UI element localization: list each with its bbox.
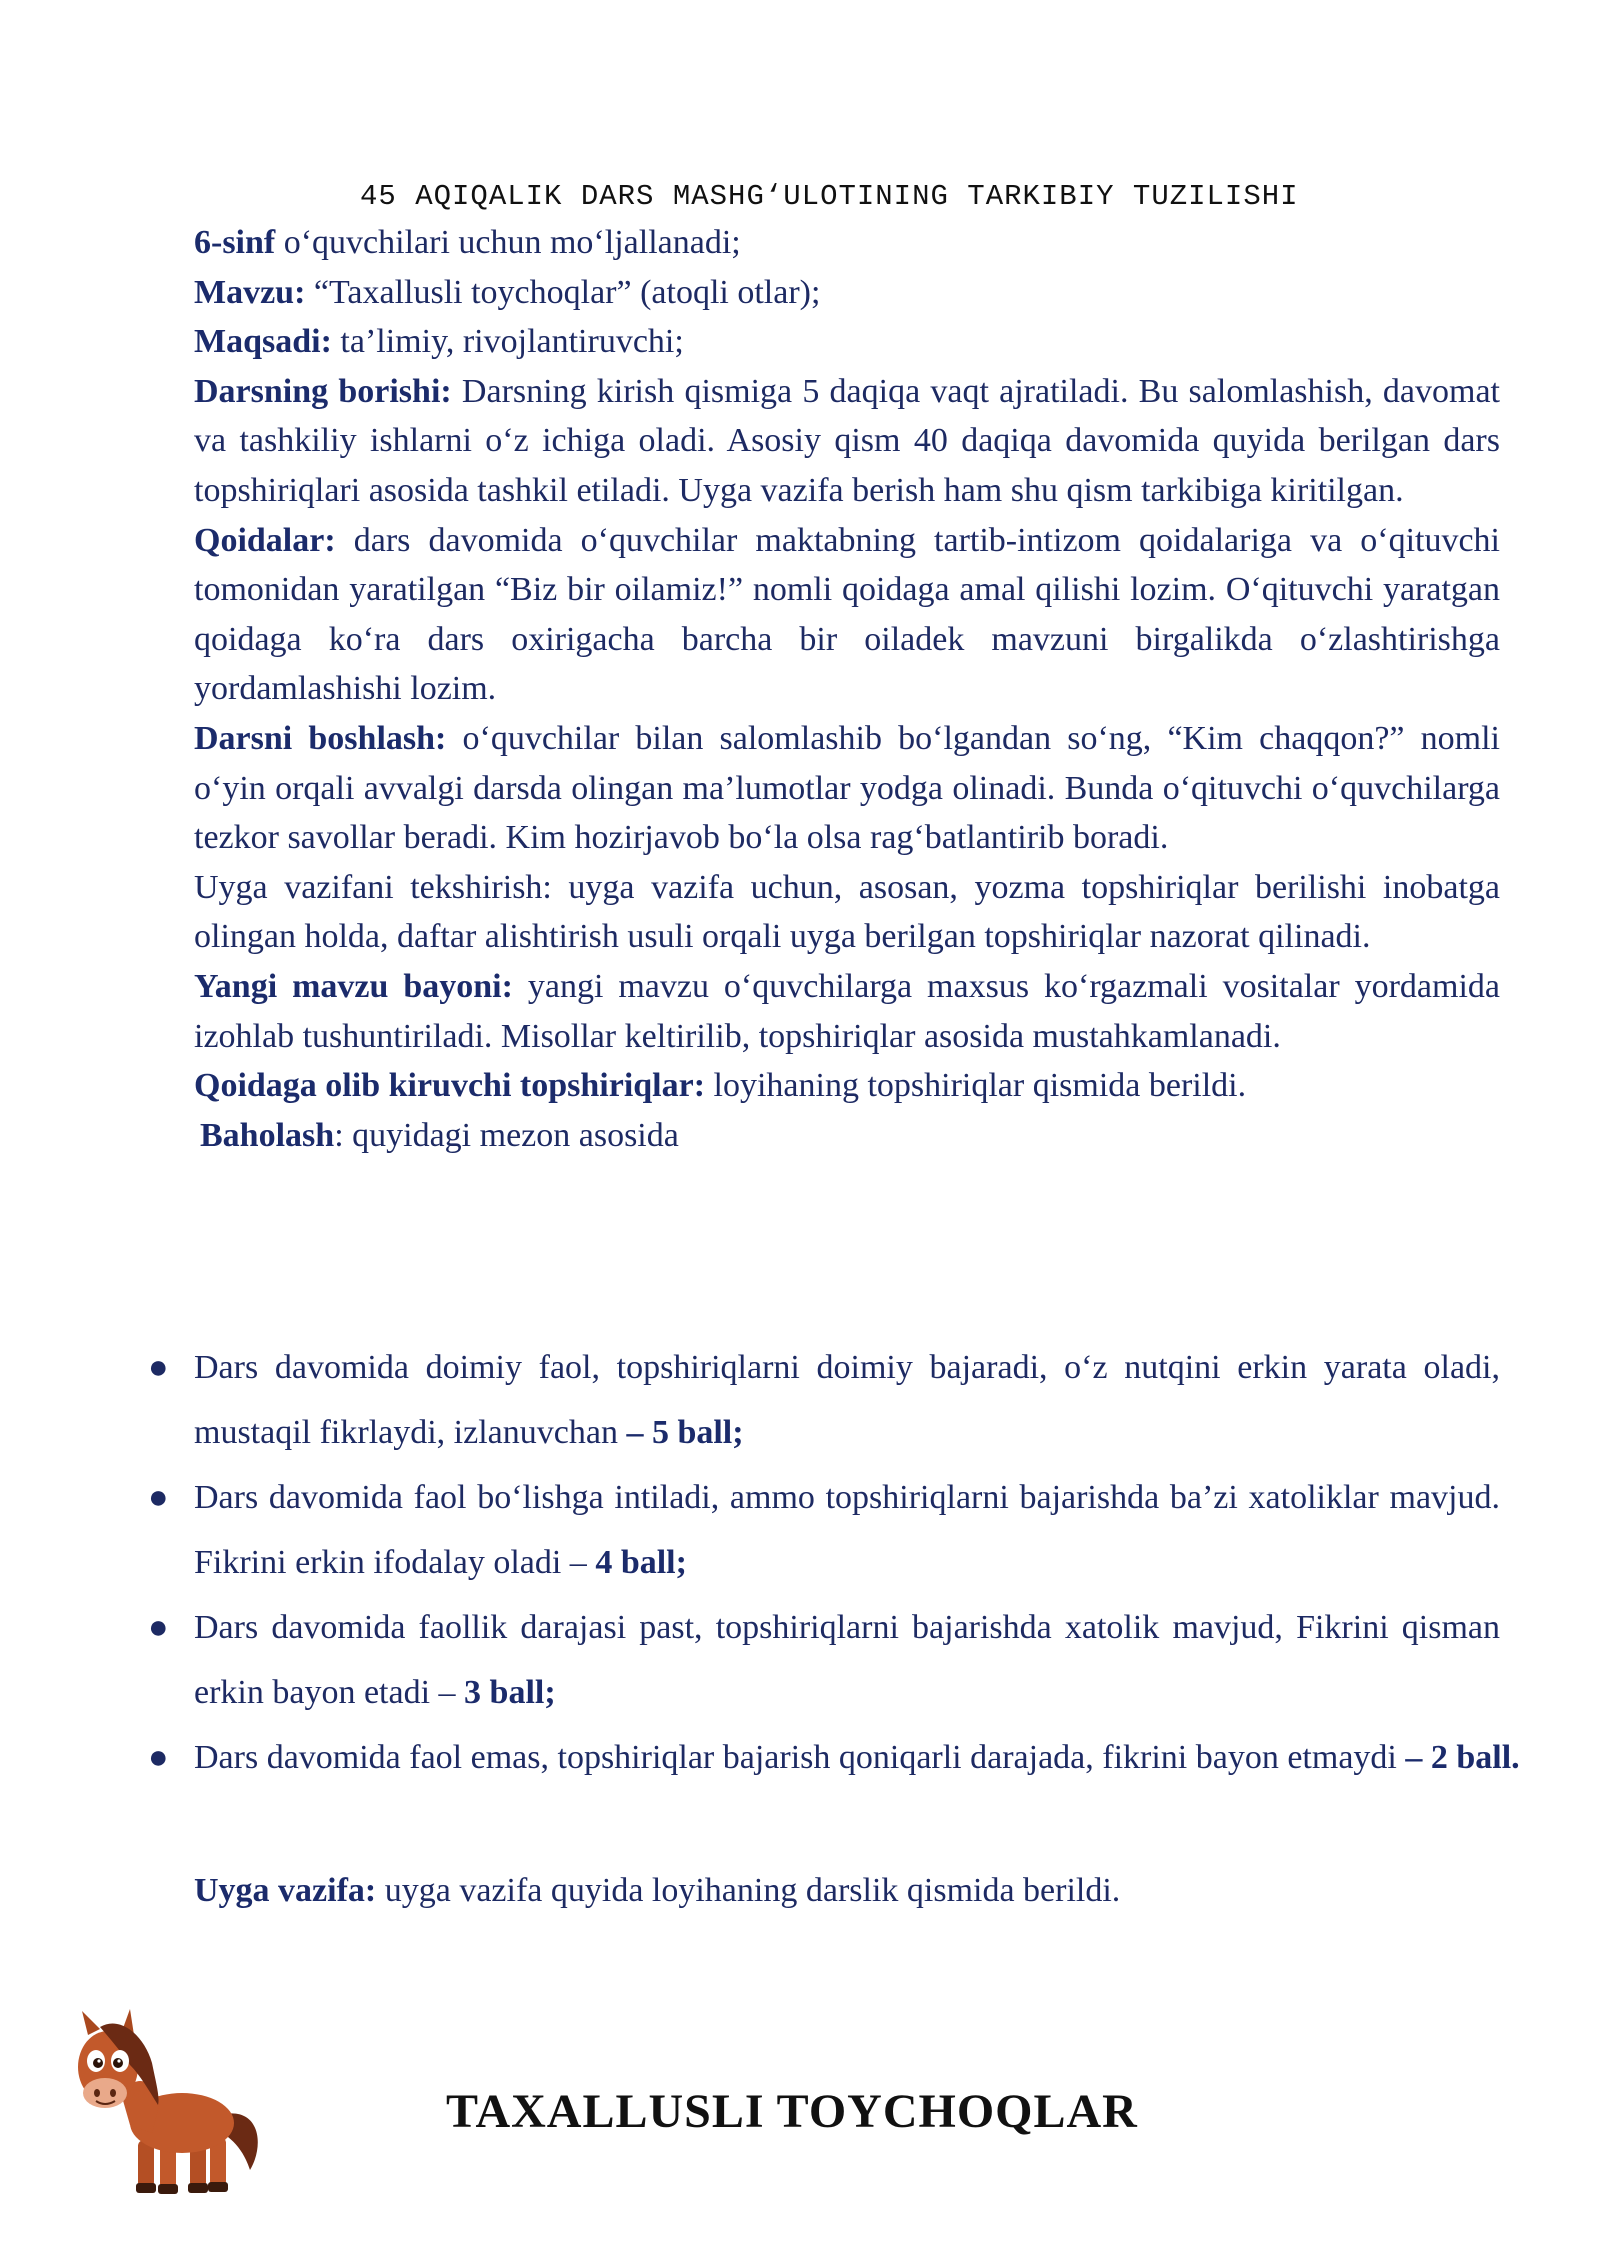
grade-paragraph [194,218,1500,268]
topic-paragraph [194,268,1500,318]
tasks-label: Qoidaga olib kiruvchi topshiriqlar: [194,1067,706,1105]
assessment-paragraph [194,1111,1500,1161]
goal-paragraph [194,317,1500,367]
criterion-text: Dars davomida faol emas, topshiriqlar bajarish qoniqarli darajada, fikrini bayon etmaydi [194,1739,1406,1776]
grade-label: 6-sinf [194,224,276,261]
start-paragraph [194,714,1500,863]
new-topic-paragraph [194,962,1500,1061]
rules-text: dars davomida o‘quvchilar maktabning tartib-intizom qoidalariga va o‘qituvchi tomonidan yaratilgan “Biz bir oilamiz!” nomli qoidaga amal qilishi lozim. O‘qituvchi yaratgan qoidaga ko‘ra dars oxirigacha barcha bir oiladek mavzuni birgalikda o‘zlashtirishga yordamlashishi lozim. [194,521,1500,708]
course-text: Darsning kirish qismiga 5 daqiqa vaqt ajratiladi. Bu salomlashish, davomat va tashkiliy ishlarni o‘z ichiga oladi. Asosiy qism 40 daqiqa davomida quyida berilgan dars topshiriqlari asosida tashkil etiladi. Uyga vazifa berish ham shu qism tarkibiga kiritilgan. [194,372,1501,509]
new-topic-text: yangi mavzu o‘quvchilarga maxsus ko‘rgazmali vositalar yordamida izohlab tushuntiriladi. Misollar keltirilib, topshiriqlar asosida mustahkamlanadi. [194,967,1500,1055]
rules-label: Qoidalar: [194,521,336,559]
start-text: o‘quvchilar bilan salomlashib bo‘lgandan so‘ng, “Kim chaqqon?” nomli o‘yin orqali avvalgi darsda olingan ma’lumotlar yodga olinadi. Bunda o‘qituvchi o‘quvchilarga tezkor savollar beradi. Kim hozirjavob bo‘la olsa rag‘batlantirib boradi. [194,719,1500,857]
course-paragraph [194,367,1500,516]
bullet-icon: ● [148,1349,169,1386]
horse-cartoon-illustration [60,2005,270,2205]
homework-label: Uyga vazifa: [194,1872,377,1909]
rules-paragraph [194,516,1500,714]
bullet-icon: ● [148,1479,169,1516]
list-item [148,1335,1500,1465]
criterion-score: – 2 ball. [1405,1739,1520,1776]
goal-label: Maqsadi: [194,323,332,361]
criterion-score: 3 ball; [464,1674,556,1711]
grade-text: o‘quvchilari uchun mo‘ljallanadi; [275,224,741,261]
bullet-icon: ● [148,1609,169,1646]
assessment-label: Baholash [200,1116,335,1154]
list-item [148,1725,1530,1790]
new-topic-label: Yangi mavzu bayoni: [194,967,513,1005]
criterion-score: – 5 ball; [626,1414,744,1451]
lesson-structure [194,218,1500,1160]
footer-title: TAXALLUSLI TOYCHOQLAR [446,2085,1138,2138]
topic-text: “Taxallusli toychoqlar” (atoqli otlar); [305,273,821,311]
criterion-score: 4 ball; [595,1544,687,1581]
assessment-criteria-list [0,1335,1600,1790]
homework-paragraph [194,1866,1500,1916]
list-item [148,1465,1500,1595]
tasks-paragraph [194,1061,1500,1111]
topic-label: Mavzu: [194,273,306,311]
criterion-text: Dars davomida faollik darajasi past, topshiriqlarni bajarishda xatolik mavjud, Fikrini qisman erkin bayon etadi – [194,1609,1500,1711]
bullet-icon: ● [148,1739,169,1776]
course-label: Darsning borishi: [194,372,452,410]
criterion-text: Dars davomida faol bo‘lishga intiladi, ammo topshiriqlarni bajarishda ba’zi xatoliklar mavjud. Fikrini erkin ifodalay oladi – [194,1479,1500,1581]
criterion-text: Dars davomida doimiy faol, topshiriqlarni doimiy bajaradi, o‘z nutqini erkin yarata oladi, mustaqil fikrlaydi, izlanuvchan [194,1349,1500,1451]
start-label: Darsni boshlash: [194,719,447,757]
homework-check-paragraph: Uyga vazifani tekshirish: uyga vazifa uchun, asosan, yozma topshiriqlar berilishi inobatga olingan holda, daftar alishtirish usuli orqali uyga berilgan topshiriqlar nazorat qilinadi. [194,868,1500,956]
assessment-text: : quyidagi mezon asosida [334,1116,679,1154]
tasks-text: loyihaning topshiriqlar qismida berildi. [705,1067,1247,1105]
page-title: 45 AQIQALIK DARS MASHG‘ULOTINING TARKIBIY TUZILISHI [360,180,1299,213]
homework-text: uyga vazifa quyida loyihaning darslik qismida berildi. [376,1872,1121,1909]
list-item [148,1595,1500,1725]
goal-text: ta’limiy, rivojlantiruvchi; [331,323,684,361]
